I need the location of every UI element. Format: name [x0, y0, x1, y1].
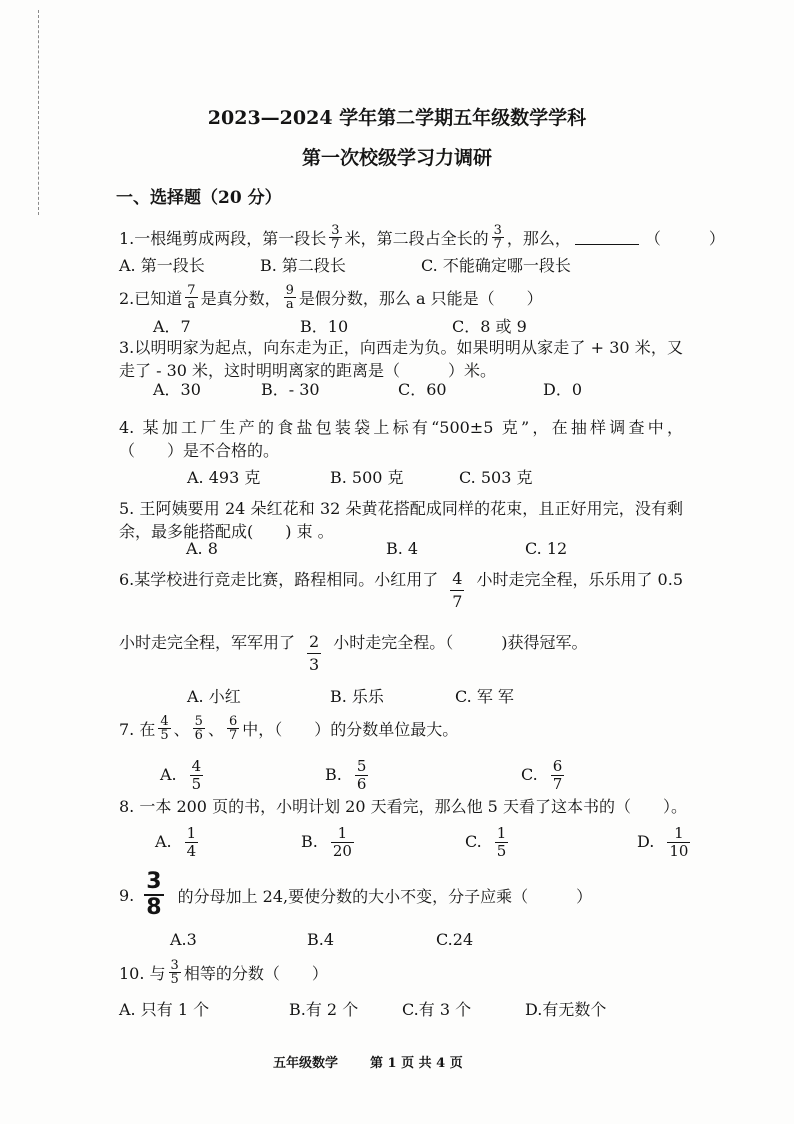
question-10-option-d: D.有无数个: [525, 1000, 607, 1019]
question-8-option-c: [465, 823, 511, 860]
option-label: B.: [325, 765, 342, 784]
question-7-option-b: [325, 756, 371, 793]
question-text: 走了 - 30 米，这时明明离家的距离是（ ）米。: [119, 360, 497, 380]
question-text: 6.某学校进行竞走比赛，路程相同。小红用了: [119, 569, 439, 589]
question-8: [119, 794, 687, 816]
question-9-option-c: C.24: [436, 930, 474, 949]
fraction: [185, 825, 199, 860]
question-7: [119, 713, 459, 743]
fraction-numerator: 5: [194, 713, 203, 729]
fraction: [307, 631, 321, 676]
fraction-numerator: 4: [160, 713, 169, 729]
question-8-option-d: [637, 823, 693, 860]
question-1-option-c: C. 不能确定哪一段长: [421, 256, 571, 275]
fraction-denominator: 6: [194, 727, 203, 743]
fraction: [169, 959, 181, 986]
fraction-denominator: a: [187, 296, 196, 312]
fraction: [331, 825, 354, 860]
section-heading: 一、选择题（20 分）: [116, 188, 282, 208]
fraction-numerator: 3: [146, 869, 162, 894]
question-8-option-a: [155, 823, 201, 860]
question-text: 3.以明明家为起点，向东走为正，向西走为负。如果明明从家走了 + 30 米，又: [119, 338, 683, 357]
footer-page-number: 第 1 页 共 4 页: [370, 1056, 463, 1071]
question-8-option-b: [301, 823, 357, 860]
fraction-numerator: 3: [493, 222, 502, 238]
question-text: 小时走完全程，军军用了: [119, 632, 296, 652]
question-text: 小时走完全程。（ )获得冠军。: [333, 632, 588, 652]
question-7-option-a: [160, 756, 206, 793]
question-1: [119, 222, 725, 252]
question-3-option-a: A．30: [153, 380, 201, 399]
question-5-option-b: B. 4: [386, 539, 419, 558]
question-text: 8. 一本 200 页的书，小明计划 20 天看完，那么他 5 天看了这本书的（ ）。: [119, 796, 687, 816]
fraction-denominator: 7: [228, 727, 238, 743]
fraction-denominator: 7: [331, 236, 340, 252]
question-text: 4. 某加工厂生产的食盐包装袋上标有“500±5 克”，在抽样调查中，: [119, 418, 683, 437]
question-6-line-2: [119, 630, 588, 674]
fraction-numerator: 4: [450, 568, 464, 591]
question-text: 是真分数，: [200, 288, 281, 308]
question-text: 1.一根绳剪成两段，第一段长: [119, 228, 327, 248]
question-text: 10. 与: [119, 963, 166, 983]
question-10-option-b: B.有 2 个: [289, 1000, 359, 1019]
option-label: C.: [465, 832, 482, 851]
answer-parentheses: （ ）: [644, 228, 725, 248]
question-4-option-b: B. 500 克: [330, 468, 404, 487]
question-6-option-c: C. 军 军: [455, 687, 514, 706]
question-10-option-c: C.有 3 个: [402, 1000, 472, 1019]
fraction-numerator: 9: [285, 282, 294, 298]
question-text: 7. 在: [119, 719, 156, 739]
question-2: [119, 282, 543, 312]
question-4-line-1: [119, 417, 683, 439]
fraction-numerator: 3: [170, 957, 179, 973]
question-3-option-b: B．- 30: [261, 380, 320, 399]
question-number: 9.: [119, 885, 135, 905]
question-1-option-a: A. 第一段长: [119, 256, 205, 275]
question-9-option-a: A.3: [170, 930, 197, 949]
question-5-line-2: [119, 519, 334, 541]
fraction-numerator: 2: [307, 631, 321, 654]
fraction: [193, 715, 205, 742]
fraction-denominator: 4: [186, 841, 197, 860]
fraction: [185, 284, 197, 311]
question-4-line-2: [119, 438, 279, 460]
fraction-numerator: 1: [331, 825, 354, 843]
fraction-numerator: 6: [552, 756, 563, 775]
question-3-line-1: [119, 337, 683, 359]
answer-blank-line: [575, 230, 639, 245]
fraction-denominator: 5: [160, 727, 169, 743]
question-text: （ ）是不合格的。: [119, 440, 280, 460]
question-4-option-c: C. 503 克: [459, 468, 533, 487]
fraction-numerator: 6: [228, 713, 238, 729]
question-4-option-a: A. 493 克: [187, 468, 261, 487]
fraction-denominator: 6: [356, 774, 367, 793]
question-text: 、: [207, 719, 224, 739]
fraction: [190, 758, 204, 793]
fraction-denominator: 5: [191, 774, 202, 793]
fraction-numerator: 7: [187, 282, 196, 298]
fraction: [450, 568, 464, 613]
question-6-option-a: A. 小红: [187, 687, 241, 706]
exam-subtitle: 第一次校级学习力调研: [301, 147, 492, 169]
question-text: 小时走完全程，乐乐用了 0.5: [476, 569, 684, 589]
question-1-option-b: B. 第二段长: [260, 256, 346, 275]
question-text: 余，最多能搭配成( ) 束 。: [119, 521, 334, 541]
question-7-option-c: [521, 756, 567, 793]
fraction-denominator: 20: [332, 841, 352, 860]
question-text: 5. 王阿姨要用 24 朵红花和 32 朵黄花搭配成同样的花束，且正好用完，没有剩: [119, 499, 683, 518]
question-6-option-b: B. 乐乐: [330, 687, 384, 706]
fraction-denominator: 7: [552, 774, 563, 793]
question-text: 的分母加上 24,要使分数的大小不变，分子应乘（ ）: [177, 886, 593, 906]
question-text: 是假分数，那么 a 只能是（ ）: [298, 288, 543, 308]
question-10-option-a: A. 只有 1 个: [119, 1000, 210, 1019]
question-5-option-a: A. 8: [186, 539, 218, 558]
question-9-option-b: B.4: [307, 930, 335, 949]
fraction-denominator: 7: [493, 236, 502, 252]
question-text: 2.已知道: [119, 288, 183, 308]
fraction-numerator: 4: [191, 756, 202, 775]
fraction-denominator: 7: [452, 591, 463, 611]
question-6-line-1: [119, 567, 684, 611]
question-3-option-d: D．0: [543, 380, 583, 399]
option-label: A.: [155, 832, 172, 851]
question-5-option-c: C. 12: [525, 539, 568, 558]
fraction-denominator: a: [285, 296, 294, 312]
question-2-option-a: A．7: [153, 317, 191, 336]
question-2-option-c: C．8 或 9: [452, 317, 527, 336]
fraction: [495, 825, 509, 860]
fraction: [667, 825, 690, 860]
option-label: D.: [637, 832, 655, 851]
question-5-line-1: [119, 498, 683, 520]
fraction-denominator: 10: [669, 841, 689, 860]
fraction: [355, 758, 369, 793]
fraction: [284, 284, 296, 311]
question-text: 相等的分数（ ）: [183, 963, 328, 983]
fraction: [329, 224, 341, 251]
fraction-numerator: 1: [496, 823, 507, 842]
fraction-denominator: 8: [146, 895, 162, 920]
fraction: [144, 870, 163, 920]
question-text: ，那么，: [506, 228, 571, 248]
fraction: [158, 715, 170, 742]
question-text: 米，第二段占全长的: [344, 228, 489, 248]
question-2-option-b: B．10: [300, 317, 349, 336]
fraction: [492, 224, 504, 251]
fraction-denominator: 5: [170, 971, 179, 987]
fraction-numerator: 1: [667, 825, 690, 843]
question-3-line-2: [119, 358, 496, 380]
question-text: 、: [173, 719, 190, 739]
option-label: B.: [301, 832, 318, 851]
fraction-numerator: 1: [186, 823, 197, 842]
fraction-numerator: 3: [331, 222, 340, 238]
fraction-denominator: 3: [309, 654, 320, 674]
option-label: A.: [160, 765, 177, 784]
question-10: [119, 957, 328, 987]
fraction: [227, 715, 239, 742]
exam-title: 2023—2024 学年第二学期五年级数学学科: [207, 107, 587, 129]
fraction-denominator: 5: [496, 841, 507, 860]
question-3-option-c: C．60: [398, 380, 447, 399]
question-9: [119, 869, 593, 920]
option-label: C.: [521, 765, 538, 784]
fraction: [551, 758, 565, 793]
question-text: 中，（ ）的分数单位最大。: [242, 719, 459, 739]
footer-subject: 五年级数学: [273, 1056, 339, 1071]
fraction-numerator: 5: [356, 756, 367, 775]
